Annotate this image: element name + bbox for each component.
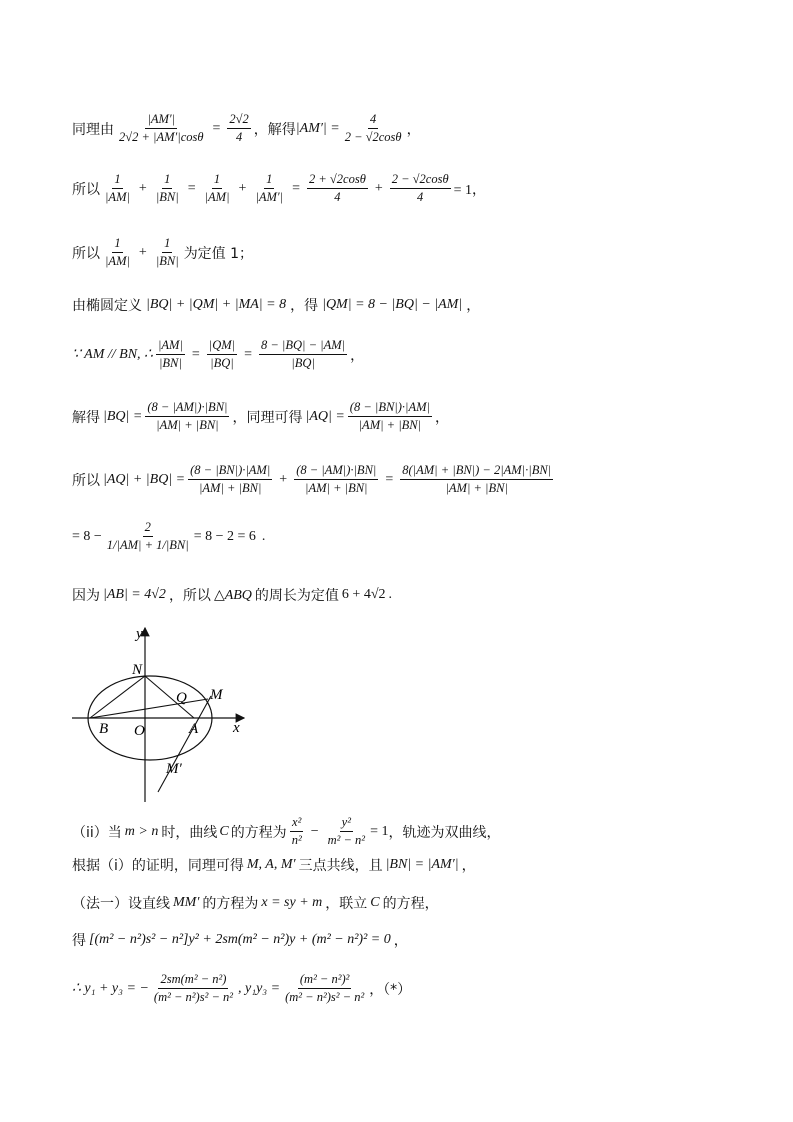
line-5: ∵ AM // BN, ∴ $\frac{|AM|}{|BN|}$ = $\frac{|QM|}{|BQ|}$ = $\frac{8 - |BQ| - |AM|}{|BQ|}$ ， xyxy=(72,338,365,370)
line-2: 所以 $\frac{1}{|AM|}$ + $\frac{1}{|BN|}$ = $\frac{1}{|AM|}$ + $\frac{1}{|AM'|}$ = $\frac{2 + √2\cos\theta}{4}$ + $\frac{2 - √2\cos\theta}{4}$ = 1， xyxy=(72,172,487,204)
line-7: 所以 |AQ| + |BQ| = $\frac{(8 - |BN|)\cdot|AM|}{|AM| + |BN|}$ + $\frac{(8 - |AM|)\cdot|BN|}{|AM| + |BN|}$ = $\frac{8(|AM| + |BN|) - 2|AM|\cdot|BN|}{|AM| + |BN|}$ xyxy=(72,463,552,495)
fraction: $\frac{|AM'|}{2√2 + |AM'|\cos\theta}$ xyxy=(119,112,204,144)
label-x: x xyxy=(233,720,240,736)
text: 同理由 xyxy=(72,121,114,138)
line-6: 解得 |BQ| = $\frac{(8 - |AM|)\cdot|BN|}{|AM| + |BN|}$ ，同理可得 |AQ| = $\frac{(8 - |BN|)\cdot|AM|}{|AM| + |BN|}$ ， xyxy=(72,400,449,432)
ellipse-figure xyxy=(66,620,256,805)
line-9: 因为 |AB| = 4√2 ，所以 △ABQ 的周长为定值 6 + 4√2 . xyxy=(72,587,393,604)
label-N: N xyxy=(132,662,143,678)
label-M: M xyxy=(210,687,223,703)
line-13: 得 [(m² − n²)s² − n²]y² + 2sm(m² − n²)y + (m² − n²)² = 0 ， xyxy=(72,932,408,949)
line-1: 同理由 $\frac{|AM'|}{2√2 + |AM'|\cos\theta}$ = $\frac{2√2}{4}$ ，解得 |AM′| = $\frac{4}{2 - √2\cos\theta}$ ， xyxy=(72,112,421,144)
fraction: $\frac{4}{2 - √2\cos\theta}$ xyxy=(344,112,402,144)
line-11: 根据（i）的证明，同理可得 M, A, M′ 三点共线，且 |BN| = |AM′| ， xyxy=(72,857,476,874)
line-12: （法一）设直线 MM′ 的方程为 x = sy + m ，联立 C 的方程， xyxy=(72,895,439,912)
label-M-prime: M′ xyxy=(166,761,182,777)
label-B: B xyxy=(99,721,109,737)
line-8: = 8 − $\frac{2}{1/|AM| + 1/|BN|}$ = 8 − 2 = 6 . xyxy=(72,520,266,552)
line-4: 由椭圆定义 |BQ| + |QM| + |MA| = 8 ，得 |QM| = 8 − |BQ| − |AM| ， xyxy=(72,297,481,314)
label-Q: Q xyxy=(176,690,187,706)
line-10: （ii）当 m > n 时，曲线 C 的方程为 $\frac{\text{x²}}{\text{n²}}$ − $\frac{\text{y²}}{\text{m² − n²}}$ = 1 ，轨迹为双曲线， xyxy=(72,815,501,847)
label-y: y xyxy=(136,626,143,642)
line-3: 所以 $\frac{1}{|AM|}$ + $\frac{1}{|BN|}$ 为定值 1； xyxy=(72,236,254,268)
label-O: O xyxy=(134,723,145,739)
fraction: $\frac{2√2}{4}$ xyxy=(229,112,249,144)
label-A: A xyxy=(189,721,199,737)
line-14: ∴ y₁ + y₃ = − $\frac{\text{2sm(m² − n²)}}{\text{(m² − n²)s² − n²}}$ , y₁y₃ = $\frac{\text{(m² − n²)²}}{\text{(m² − n²)s² − n²}}$ ，（*） xyxy=(72,972,412,1004)
